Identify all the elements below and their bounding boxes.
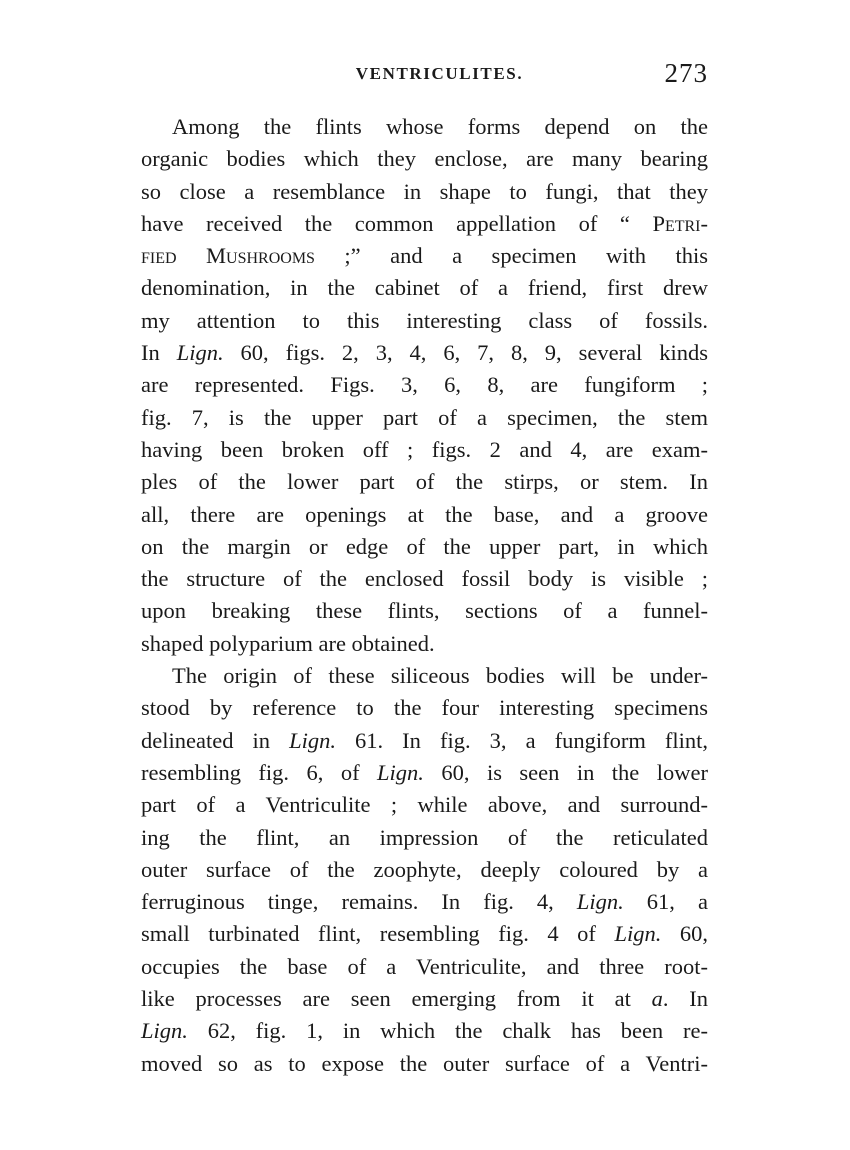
text-line: stood by reference to the four interesting specimens — [141, 695, 708, 721]
text-line: denomination, in the cabinet of a friend, first drew — [141, 275, 708, 301]
text-line: the structure of the enclosed fossil body is visible ; — [141, 566, 708, 592]
text-line: The origin of these siliceous bodies will be under- — [172, 663, 708, 689]
text-line: organic bodies which they enclose, are many bearing — [141, 146, 708, 172]
text-line: moved so as to expose the outer surface of a Ventri- — [141, 1050, 708, 1076]
text-line: like processes are seen emerging from it at a. In — [141, 986, 708, 1012]
text-line: my attention to this interesting class of fossils. — [141, 307, 708, 333]
text-line: part of a Ventriculite ; while above, and surround- — [141, 792, 708, 818]
text-line: fied Mushrooms ;” and a specimen with this — [141, 243, 708, 269]
text-line: on the margin or edge of the upper part, in which — [141, 533, 708, 559]
text-line: small turbinated flint, resembling fig. 4 of Lign. 60, — [141, 921, 708, 947]
text-line: have received the common appellation of “ Petri- — [141, 210, 708, 236]
text-line: having been broken off ; figs. 2 and 4, are exam- — [141, 436, 708, 462]
text-line: fig. 7, is the upper part of a specimen, the stem — [141, 404, 708, 430]
text-line: delineated in Lign. 61. In fig. 3, a fungiform flint, — [141, 727, 709, 753]
text-line: upon breaking these flints, sections of a funnel- — [141, 598, 708, 624]
text-line: outer surface of the zoophyte, deeply coloured by a — [141, 856, 708, 882]
text-line: ferruginous tinge, remains. In fig. 4, Lign. 61, a — [141, 889, 708, 915]
text-line: occupies the base of a Ventriculite, and three root- — [141, 953, 708, 979]
text-line: Lign. 62, fig. 1, in which the chalk has been re- — [141, 1018, 708, 1044]
text-line: so close a resemblance in shape to fungi, that they — [141, 178, 708, 204]
text-line: In Lign. 60, figs. 2, 3, 4, 6, 7, 8, 9, several kinds — [141, 340, 708, 366]
text-line: all, there are openings at the base, and a groove — [141, 501, 708, 527]
text-line: Among the flints whose forms depend on the — [172, 114, 708, 139]
body-text — [141, 111, 708, 1080]
text-line: shaped polyparium are obtained. — [141, 630, 435, 656]
running-title: VENTRICULITES. — [355, 64, 524, 83]
text-line: ing the flint, an impression of the reticulated — [141, 824, 708, 850]
text-line: are represented. Figs. 3, 6, 8, are fungiform ; — [141, 372, 708, 398]
page-number: 273 — [664, 58, 708, 88]
text-line: resembling fig. 6, of Lign. 60, is seen in the lower — [141, 759, 708, 785]
running-head — [141, 58, 708, 94]
text-line: ples of the lower part of the stirps, or stem. In — [141, 469, 708, 495]
